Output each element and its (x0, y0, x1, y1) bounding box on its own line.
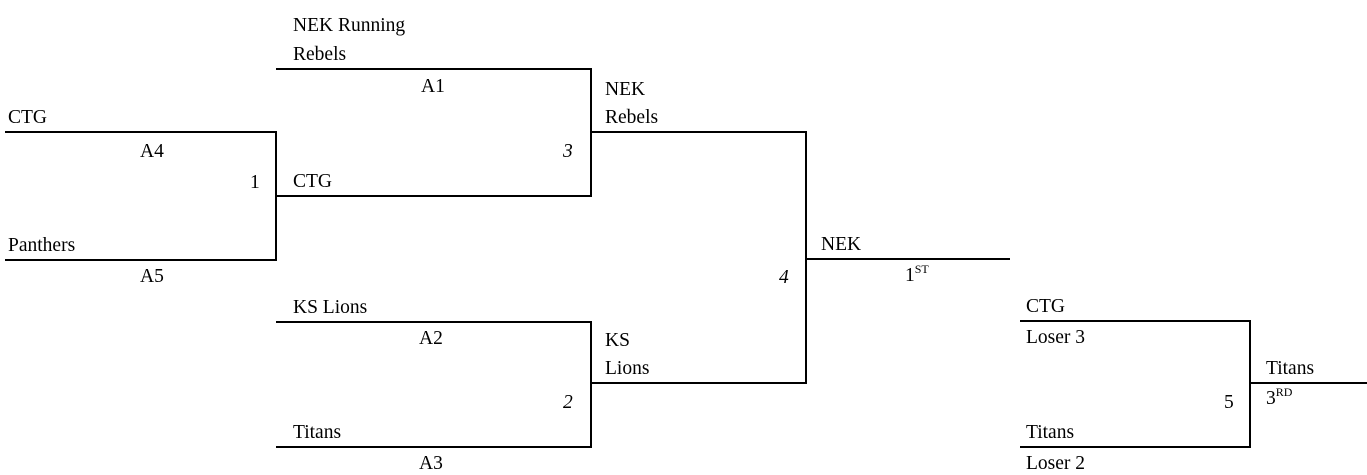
team-nek-rebels-line2: Rebels (605, 107, 659, 128)
team-titans-third-place: Titans (1266, 358, 1315, 379)
game-number-3: 3 (563, 141, 573, 162)
team-ctg-game1-winner: CTG (293, 171, 332, 192)
seed-a4: A4 (140, 141, 164, 162)
team-panthers-seed-a5: Panthers (8, 235, 76, 256)
team-ctg-loser3: CTG (1026, 296, 1065, 317)
game-number-2: 2 (563, 392, 573, 413)
game-number-1: 1 (250, 172, 260, 193)
team-ks-lions-line2: Lions (605, 358, 650, 379)
team-nek-rebels-line1: NEK (605, 79, 646, 100)
team-nek-running-rebels-line2: Rebels (293, 44, 347, 65)
loser-3-label: Loser 3 (1026, 327, 1086, 348)
team-nek-running-rebels-line1: NEK Running (293, 15, 406, 36)
game-number-5: 5 (1224, 392, 1234, 413)
team-ctg-seed-a4: CTG (8, 107, 47, 128)
team-nek-champion: NEK (821, 234, 862, 255)
game-number-4: 4 (779, 267, 789, 288)
team-titans-loser2: Titans (1026, 422, 1075, 443)
team-titans-seed-a3: Titans (293, 422, 342, 443)
loser-2-label: Loser 2 (1026, 453, 1086, 474)
seed-a3: A3 (419, 453, 443, 474)
seed-a2: A2 (419, 328, 443, 349)
first-place-label: 1ST (905, 262, 929, 286)
third-place-label: 3RD (1266, 385, 1293, 409)
team-ks-lions-seed-a2: KS Lions (293, 297, 368, 318)
seed-a1: A1 (421, 76, 445, 97)
team-ks-lions-line1: KS (605, 330, 630, 351)
seed-a5: A5 (140, 266, 164, 287)
